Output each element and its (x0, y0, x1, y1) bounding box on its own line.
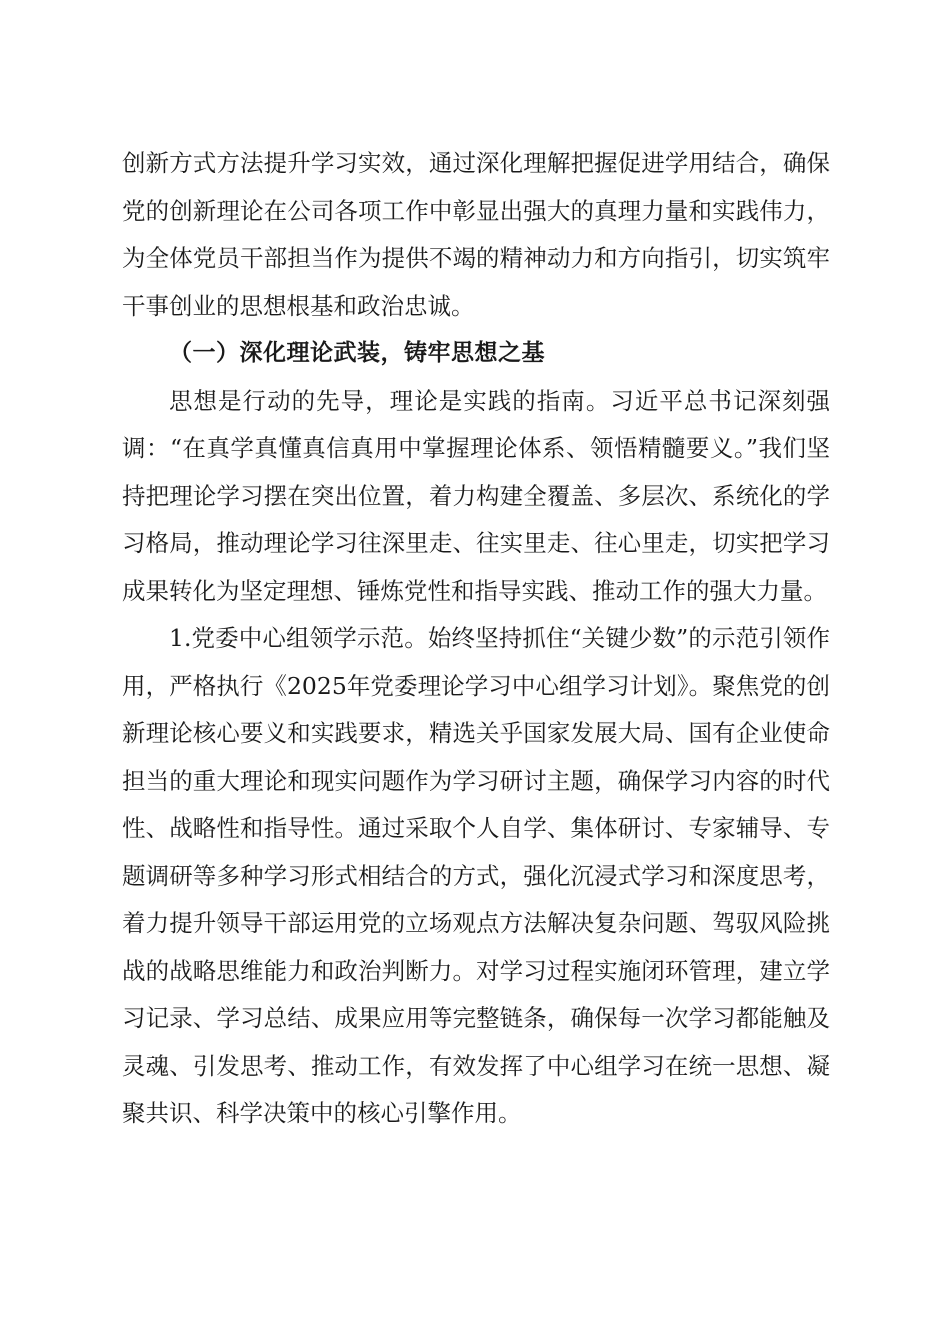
paragraph-intro: 思想是行动的先导，理论是实践的指南。习近平总书记深刻强调：“在真学真懂真信真用中掌握理论体系、领悟精髓要义。”我们坚持把理论学习摆在突出位置，着力构建全覆盖、多层次、系统化的学习格局，推动理论学习往深里走、往实里走、往心里走，切实把学习成果转化为坚定理想、锤炼党性和指导实践、推动工作的强大力量。 (122, 386, 830, 605)
paragraph-item-1: 1.党委中心组领学示范。始终坚持抓住“关键少数”的示范引领作用，严格执行《2025年党委理论学习中心组学习计划》。聚焦党的创新理论核心要义和实践要求，精选关乎国家发展大局、国有企业使命担当的重大理论和现实问题作为学习研讨主题，确保学习内容的时代性、战略性和指导性。通过采取个人自学、集体研讨、专家辅导、专题调研等多种学习形式相结合的方式，强化沉浸式学习和深度思考，着力提升领导干部运用党的立场观点方法解决复杂问题、驾驭风险挑战的战略思维能力和政治判断力。对学习过程实施闭环管理，建立学习记录、学习总结、成果应用等完整链条，确保每一次学习都能触及灵魂、引发思考、推动工作，有效发挥了中心组学习在统一思想、凝聚共识、科学决策中的核心引擎作用。 (122, 624, 830, 1127)
section-heading: （一）深化理论武装，铸牢思想之基 (169, 340, 545, 366)
paragraph-continuation: 创新方式方法提升学习实效，通过深化理解把握促进学用结合，确保党的创新理论在公司各项工作中彰显出强大的真理力量和实践伟力，为全体党员干部担当作为提供不竭的精神动力和方向指引，切实筑牢干事创业的思想根基和政治忠诚。 (122, 149, 830, 320)
document-body (122, 140, 830, 1138)
